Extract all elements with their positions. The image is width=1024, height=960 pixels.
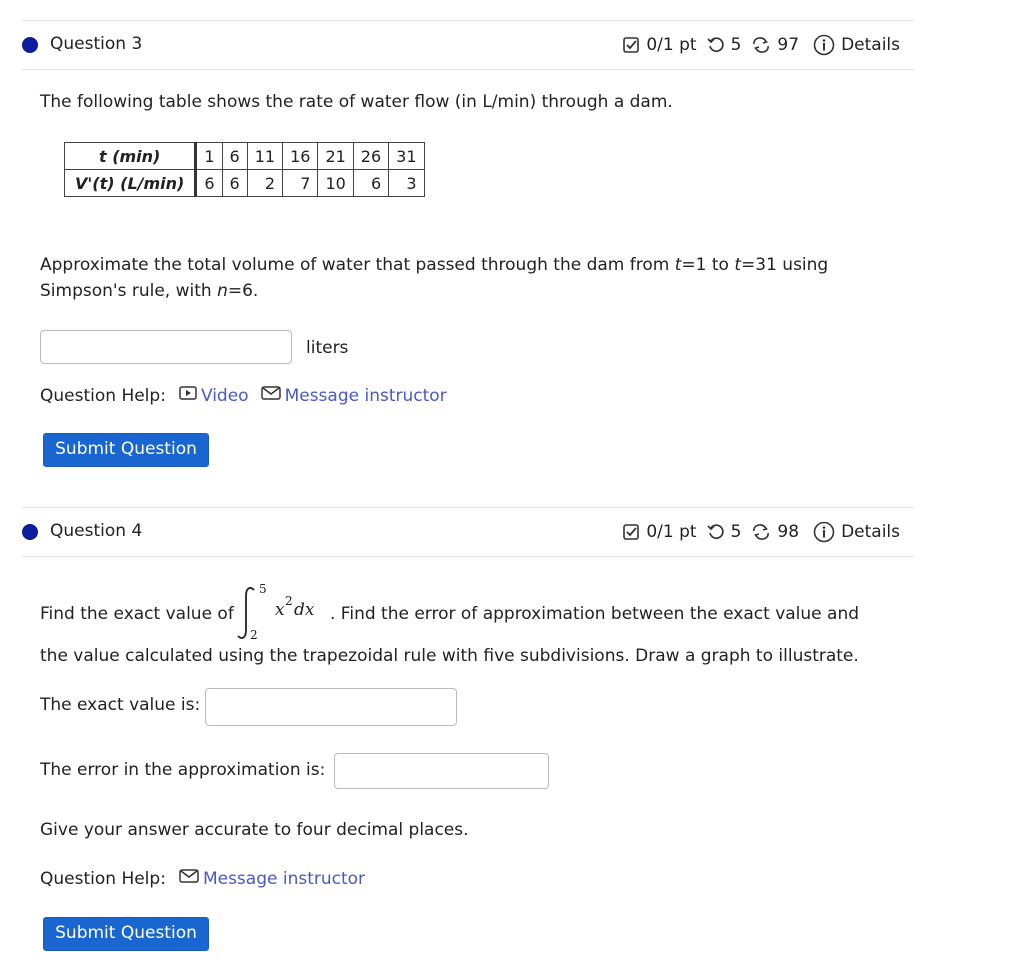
integral-upper-limit: 5: [259, 582, 267, 596]
attempts-count: 97: [777, 35, 800, 55]
var-t: t: [674, 255, 682, 275]
retry-icon: [707, 523, 725, 541]
details-link[interactable]: Details: [841, 522, 900, 542]
attempts-icon: [751, 36, 771, 54]
retries-count: 5: [730, 522, 742, 542]
table-cell: 10: [318, 170, 353, 197]
mail-icon[interactable]: [179, 868, 199, 889]
exact-value-input[interactable]: [205, 688, 457, 726]
table-cell: 6: [222, 170, 247, 197]
question-status-dot: [22, 524, 38, 540]
attempts-count: 98: [777, 522, 800, 542]
question-4-header: [22, 507, 914, 557]
question-3-header: [22, 20, 914, 70]
accuracy-note: Give your answer accurate to four decimal places.: [40, 820, 469, 840]
table-cell: 31: [389, 143, 424, 170]
table-cell: 1: [196, 143, 222, 170]
table-cell: 21: [318, 143, 353, 170]
submit-question-button[interactable]: Submit Question: [43, 917, 209, 951]
question-3-intro: The following table shows the rate of water flow (in L/min) through a dam.: [40, 92, 673, 112]
unit-label: liters: [306, 338, 349, 358]
details-info-icon[interactable]: [813, 34, 835, 56]
find-suffix: . Find the error of approximation between the exact value and: [330, 604, 860, 624]
question-status-dot: [22, 37, 38, 53]
dx: dx: [294, 600, 315, 620]
question-3-help: [40, 385, 447, 406]
attempts-icon: [751, 523, 771, 541]
var-t: t: [734, 255, 742, 275]
table-cell: 6: [196, 170, 222, 197]
question-4-help: [40, 868, 365, 889]
table-cell: 7: [283, 170, 318, 197]
score-checkbox-icon: [622, 36, 640, 54]
table-row: [65, 170, 425, 197]
question-title: Question 4: [50, 521, 143, 541]
table-cell: 16: [283, 143, 318, 170]
error-label: The error in the approximation is:: [40, 760, 326, 780]
score-checkbox-icon: [622, 523, 640, 541]
details-info-icon[interactable]: [813, 521, 835, 543]
mail-icon[interactable]: [261, 385, 281, 406]
prompt-text: =1 to: [681, 255, 735, 275]
var-n: n: [217, 281, 228, 301]
integral-lower-limit: 2: [250, 628, 258, 642]
table-cell: 2: [247, 170, 282, 197]
message-instructor-link[interactable]: Message instructor: [202, 868, 366, 889]
table-cell: 11: [247, 143, 282, 170]
question-title: Question 3: [50, 34, 143, 54]
question-3-prompt: [40, 252, 880, 304]
error-input[interactable]: [334, 753, 549, 789]
help-label: Question Help:: [40, 385, 166, 406]
exponent: 2: [285, 594, 293, 608]
score-text: 0/1 pt: [646, 522, 697, 542]
integral-expression: [234, 584, 338, 644]
prompt-text: Simpson's rule, with: [40, 281, 218, 301]
question-meta: [622, 34, 900, 56]
retry-icon: [707, 36, 725, 54]
table-cell: 6: [353, 170, 388, 197]
help-label: Question Help:: [40, 868, 166, 889]
video-link[interactable]: Video: [200, 385, 249, 406]
table-cell: 6: [222, 143, 247, 170]
retries-count: 5: [730, 35, 742, 55]
prompt-text: Approximate the total volume of water that passed through the dam from: [40, 255, 675, 275]
prompt-text: =31 using: [741, 255, 829, 275]
details-link[interactable]: Details: [841, 35, 900, 55]
submit-question-button[interactable]: Submit Question: [43, 433, 209, 467]
video-icon[interactable]: [179, 385, 197, 406]
find-prefix: Find the exact value of: [40, 604, 234, 624]
prompt-text: =6.: [227, 281, 259, 301]
q3-answer-input[interactable]: [40, 330, 292, 364]
flow-rate-table: [64, 142, 425, 197]
row-label-t: t (min): [65, 143, 196, 170]
exact-value-label: The exact value is:: [40, 695, 201, 715]
row-label-v: V'(t) (L/min): [65, 170, 196, 197]
score-text: 0/1 pt: [646, 35, 697, 55]
integrand: x: [275, 600, 285, 620]
table-cell: 3: [389, 170, 424, 197]
table-row: [65, 143, 425, 170]
table-cell: 26: [353, 143, 388, 170]
message-instructor-link[interactable]: Message instructor: [284, 385, 447, 406]
question-meta: [622, 521, 900, 543]
question-4-line2: the value calculated using the trapezoidal rule with five subdivisions. Draw a graph to illustrate.: [40, 646, 859, 666]
